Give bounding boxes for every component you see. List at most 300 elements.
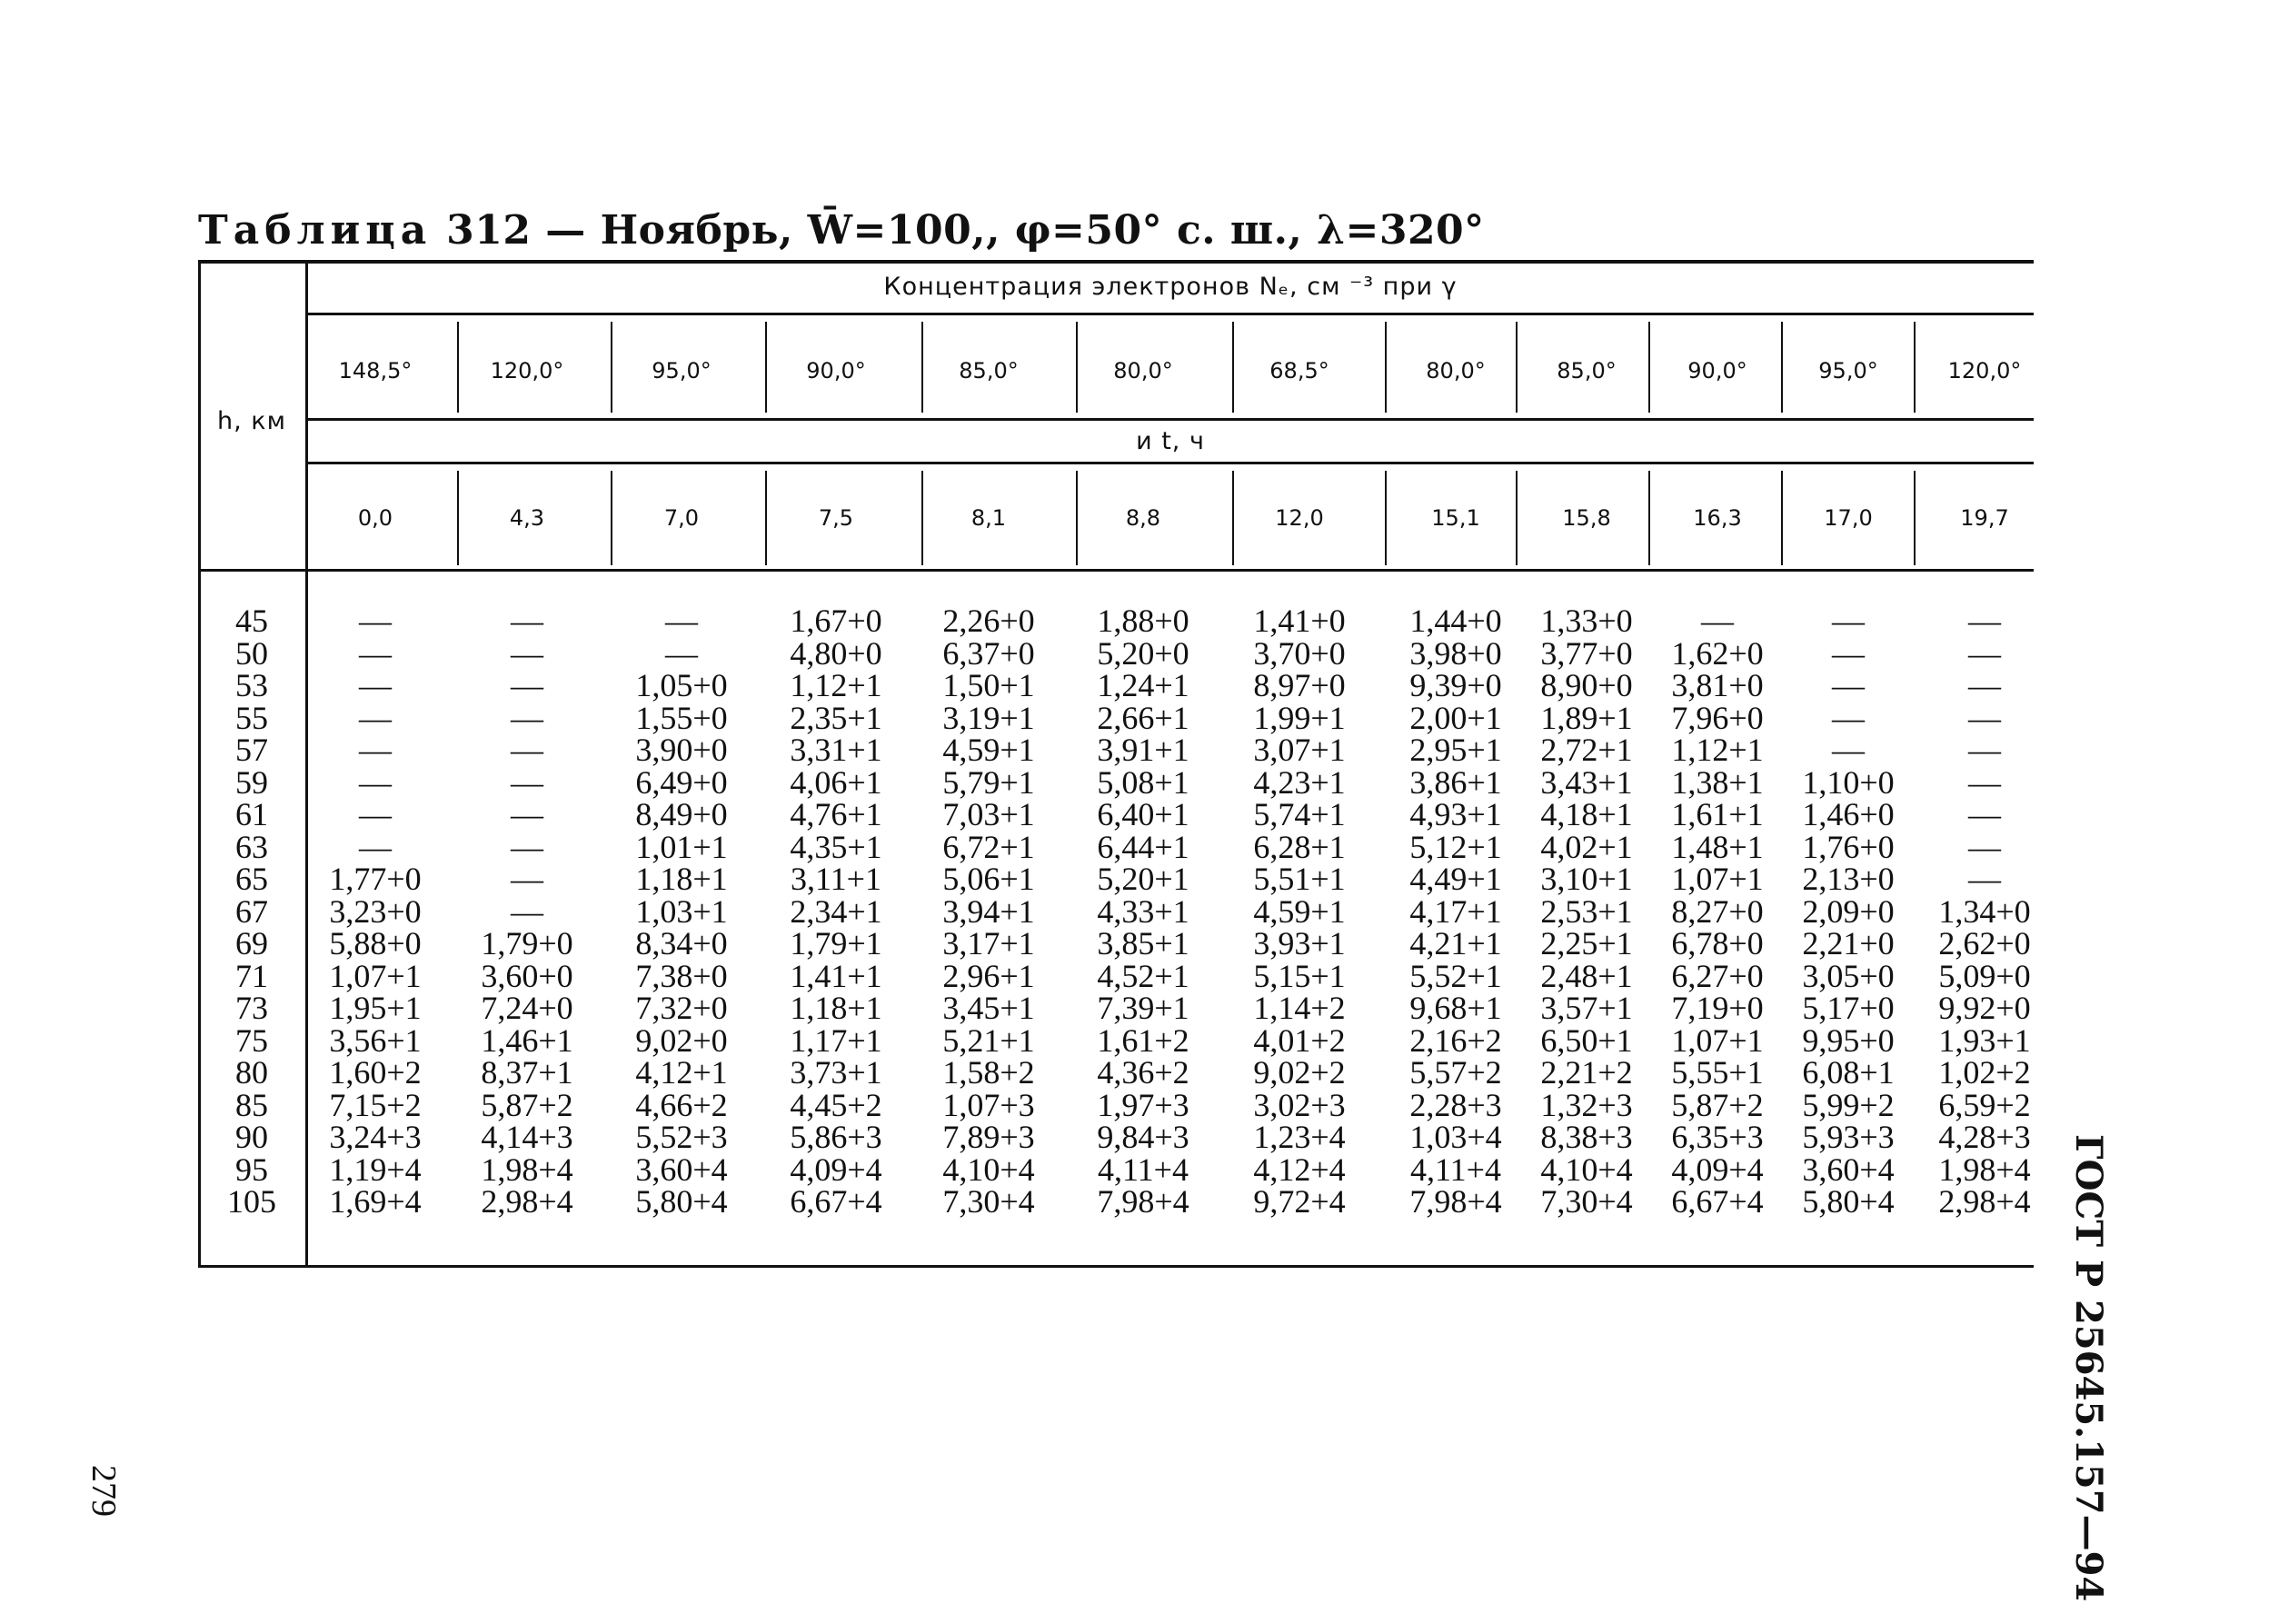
table-row — [198, 989, 2034, 1026]
concentration-cell: 5,08+1 — [1097, 763, 1189, 801]
concentration-cell: 1,05+0 — [635, 667, 728, 703]
concentration-cell: 1,19+4 — [329, 1151, 422, 1188]
concentration-cell: 3,73+1 — [790, 1054, 882, 1091]
concentration-cell: 1,01+1 — [635, 828, 728, 865]
altitude-cell: 105 — [227, 1183, 276, 1220]
concentration-cell: 1,46+0 — [1802, 796, 1895, 832]
concentration-cell: 5,80+4 — [1802, 1183, 1895, 1220]
concentration-cell: 1,07+1 — [1671, 861, 1764, 897]
table-row — [198, 666, 2034, 703]
concentration-cell: 2,66+1 — [1097, 699, 1189, 736]
concentration-cell: 5,52+3 — [635, 1119, 728, 1155]
time-header-cell: 4,3 — [509, 505, 545, 531]
concentration-cell: — — [1832, 667, 1865, 703]
concentration-cell: — — [1968, 828, 2001, 865]
altitude-cell: 73 — [235, 990, 268, 1026]
concentration-cell: 3,02+3 — [1253, 1086, 1346, 1123]
gamma-divider — [1232, 322, 1234, 413]
concentration-cell: 2,25+1 — [1540, 925, 1633, 961]
concentration-cell: 5,17+0 — [1802, 990, 1895, 1026]
concentration-cell: — — [359, 828, 392, 865]
concentration-cell: — — [511, 828, 543, 865]
concentration-cell: 7,38+0 — [635, 957, 728, 994]
concentration-cell: 5,55+1 — [1671, 1054, 1764, 1091]
gamma-header-cell: 85,0° — [1557, 358, 1617, 384]
altitude-cell: 71 — [235, 957, 268, 994]
gamma-header-cell: 120,0° — [1947, 358, 2022, 384]
concentration-cell: 4,02+1 — [1540, 828, 1633, 865]
concentration-cell: 3,94+1 — [942, 892, 1035, 930]
concentration-cell: 1,02+2 — [1938, 1054, 2031, 1091]
concentration-cell: 4,17+1 — [1409, 892, 1502, 930]
concentration-cell: 1,89+1 — [1540, 699, 1633, 736]
concentration-cell: 3,77+0 — [1540, 634, 1633, 672]
time-divider — [1914, 471, 1916, 565]
concentration-cell: 1,62+0 — [1671, 634, 1764, 672]
concentration-cell: — — [1968, 603, 2001, 639]
concentration-cell: — — [511, 763, 543, 801]
concentration-cell: 6,78+0 — [1671, 925, 1764, 961]
header-rule-3 — [307, 462, 2034, 464]
altitude-cell: 61 — [235, 796, 268, 832]
time-header-cell: 8,1 — [970, 505, 1007, 531]
concentration-cell: 1,99+1 — [1253, 699, 1346, 736]
concentration-cell: — — [511, 732, 543, 768]
data-table — [198, 260, 2034, 1268]
concentration-cell: — — [511, 796, 543, 832]
concentration-cell: 1,79+0 — [481, 925, 573, 961]
time-header-cell: 8,8 — [1125, 505, 1161, 531]
concentration-cell: — — [1832, 699, 1865, 736]
table-row — [198, 1182, 2034, 1220]
concentration-cell: 1,18+1 — [790, 990, 882, 1026]
concentration-cell: 5,06+1 — [942, 861, 1035, 897]
concentration-cell: 3,91+1 — [1097, 732, 1189, 768]
concentration-cell: — — [359, 634, 392, 672]
concentration-cell: — — [1968, 667, 2001, 703]
time-header-cell: 7,0 — [663, 505, 700, 531]
time-divider — [765, 471, 767, 565]
concentration-cell: 6,27+0 — [1671, 957, 1764, 994]
altitude-cell: 65 — [235, 861, 268, 897]
table-row — [198, 634, 2034, 672]
concentration-cell: 4,10+4 — [1540, 1151, 1633, 1188]
gamma-header-cell: 90,0° — [806, 358, 866, 384]
concentration-cell: 1,10+0 — [1802, 763, 1895, 801]
concentration-cell: 1,07+3 — [942, 1086, 1035, 1123]
concentration-cell: 4,76+1 — [790, 796, 882, 832]
concentration-cell: 2,48+1 — [1540, 957, 1633, 994]
table-row — [198, 699, 2034, 736]
concentration-cell: 1,32+3 — [1540, 1086, 1633, 1123]
concentration-cell: 1,48+1 — [1671, 828, 1764, 865]
concentration-cell: 2,95+1 — [1409, 732, 1502, 768]
concentration-cell: 1,76+0 — [1802, 828, 1895, 865]
concentration-cell: 6,08+1 — [1802, 1054, 1895, 1091]
altitude-cell: 50 — [235, 634, 268, 672]
concentration-cell: 3,23+0 — [329, 892, 422, 930]
concentration-cell: 8,97+0 — [1253, 667, 1346, 703]
concentration-cell: — — [1968, 732, 2001, 768]
concentration-cell: 3,43+1 — [1540, 763, 1633, 801]
table-row — [198, 828, 2034, 865]
concentration-cell: 2,53+1 — [1540, 892, 1633, 930]
time-header-cell: 7,5 — [818, 505, 854, 531]
concentration-cell: 5,20+1 — [1097, 861, 1189, 897]
concentration-cell: 6,67+4 — [1671, 1183, 1764, 1220]
altitude-cell: 59 — [235, 763, 268, 801]
concentration-cell: 5,57+2 — [1409, 1054, 1502, 1091]
concentration-cell: 8,38+3 — [1540, 1119, 1633, 1155]
time-header-cell: 0,0 — [357, 505, 393, 531]
h-column-header: h, км — [217, 407, 286, 435]
concentration-cell: 4,06+1 — [790, 763, 882, 801]
concentration-cell: 7,96+0 — [1671, 699, 1764, 736]
gamma-divider — [921, 322, 923, 413]
concentration-cell: 1,61+2 — [1097, 1021, 1189, 1059]
concentration-cell: — — [511, 667, 543, 703]
gamma-divider — [1516, 322, 1518, 413]
concentration-cell: 3,85+1 — [1097, 925, 1189, 961]
concentration-cell: 8,27+0 — [1671, 892, 1764, 930]
concentration-cell: — — [359, 763, 392, 801]
concentration-cell: 4,23+1 — [1253, 763, 1346, 801]
page-number: 279 — [85, 1465, 123, 1517]
concentration-cell: 5,80+4 — [635, 1183, 728, 1220]
gamma-header-cell: 120,0° — [490, 358, 564, 384]
table-title — [198, 207, 1485, 254]
concentration-cell: 3,17+1 — [942, 925, 1035, 961]
header-rule-1 — [307, 313, 2034, 315]
concentration-cell: 1,24+1 — [1097, 667, 1189, 703]
concentration-cell: 7,30+4 — [942, 1183, 1035, 1220]
concentration-cell: — — [1968, 796, 2001, 832]
time-header-cell: 16,3 — [1693, 505, 1742, 531]
gamma-header-cell: 85,0° — [959, 358, 1019, 384]
concentration-cell: — — [1701, 603, 1734, 639]
concentration-cell: — — [1832, 603, 1865, 639]
concentration-cell: — — [511, 634, 543, 672]
concentration-cell: — — [665, 603, 698, 639]
concentration-cell: 4,59+1 — [1253, 892, 1346, 930]
concentration-cell: 3,60+4 — [1802, 1151, 1895, 1188]
concentration-cell: 9,72+4 — [1253, 1183, 1346, 1220]
concentration-cell: 4,36+2 — [1097, 1054, 1189, 1091]
concentration-cell: 5,99+2 — [1802, 1086, 1895, 1123]
concentration-cell: 2,21+0 — [1802, 925, 1895, 961]
concentration-cell: 1,67+0 — [790, 603, 882, 639]
time-divider — [457, 471, 459, 565]
header-bottom-rule — [198, 569, 2034, 572]
concentration-cell: 8,90+0 — [1540, 667, 1633, 703]
altitude-cell: 95 — [235, 1151, 268, 1188]
time-header-cell: 17,0 — [1824, 505, 1873, 531]
gamma-header-cell: 80,0° — [1113, 358, 1173, 384]
concentration-cell: 1,88+0 — [1097, 603, 1189, 639]
concentration-cell: 2,98+4 — [1938, 1183, 2031, 1220]
concentration-cell: 1,38+1 — [1671, 763, 1764, 801]
gamma-header-cell: 95,0° — [652, 358, 712, 384]
concentration-cell: 1,07+1 — [1671, 1021, 1764, 1059]
concentration-cell: 6,72+1 — [942, 828, 1035, 865]
concentration-cell: 3,57+1 — [1540, 990, 1633, 1026]
concentration-cell: 4,80+0 — [790, 634, 882, 672]
concentration-cell: 3,60+0 — [481, 957, 573, 994]
altitude-cell: 67 — [235, 892, 268, 930]
concentration-cell: 3,93+1 — [1253, 925, 1346, 961]
gamma-divider — [457, 322, 459, 413]
concentration-cell: 4,09+4 — [1671, 1151, 1764, 1188]
time-divider — [1232, 471, 1234, 565]
concentration-cell: 9,39+0 — [1409, 667, 1502, 703]
concentration-cell: 2,16+2 — [1409, 1021, 1502, 1059]
gamma-divider — [1385, 322, 1387, 413]
table-row — [198, 731, 2034, 768]
concentration-cell: 1,95+1 — [329, 990, 422, 1026]
concentration-cell: 1,55+0 — [635, 699, 728, 736]
concentration-cell: 4,35+1 — [790, 828, 882, 865]
time-divider — [1648, 471, 1650, 565]
concentration-cell: 9,84+3 — [1097, 1119, 1189, 1155]
concentration-cell: 2,72+1 — [1540, 732, 1633, 768]
concentration-cell: 1,18+1 — [635, 861, 728, 897]
concentration-cell: 4,49+1 — [1409, 861, 1502, 897]
concentration-cell: 6,35+3 — [1671, 1119, 1764, 1155]
concentration-cell: 6,67+4 — [790, 1183, 882, 1220]
concentration-cell: 1,44+0 — [1409, 603, 1502, 639]
concentration-cell: 1,50+1 — [942, 667, 1035, 703]
concentration-cell: 2,28+3 — [1409, 1086, 1502, 1123]
concentration-cell: 2,34+1 — [790, 892, 882, 930]
concentration-cell: 4,14+3 — [481, 1119, 573, 1155]
concentration-cell: 1,77+0 — [329, 861, 422, 897]
concentration-cell: 7,24+0 — [481, 990, 573, 1026]
concentration-cell: 1,12+1 — [790, 667, 882, 703]
concentration-cell: 6,28+1 — [1253, 828, 1346, 865]
concentration-cell: 9,68+1 — [1409, 990, 1502, 1026]
concentration-cell: 9,95+0 — [1802, 1021, 1895, 1059]
altitude-cell: 57 — [235, 732, 268, 768]
table-row — [198, 1021, 2034, 1059]
concentration-cell: 2,35+1 — [790, 699, 882, 736]
concentration-cell: 3,19+1 — [942, 699, 1035, 736]
concentration-cell: 7,39+1 — [1097, 990, 1189, 1026]
altitude-cell: 75 — [235, 1021, 268, 1059]
table-row — [198, 892, 2034, 930]
table-row — [198, 1086, 2034, 1123]
time-divider — [921, 471, 923, 565]
concentration-cell: 1,03+4 — [1409, 1119, 1502, 1155]
gamma-divider — [765, 322, 767, 413]
concentration-cell: 5,93+3 — [1802, 1119, 1895, 1155]
gamma-divider — [1914, 322, 1916, 413]
gamma-divider — [1781, 322, 1783, 413]
concentration-cell: 5,74+1 — [1253, 796, 1346, 832]
concentration-cell: 2,96+1 — [942, 957, 1035, 994]
concentration-cell: 4,11+4 — [1410, 1151, 1501, 1188]
altitude-cell: 63 — [235, 828, 268, 865]
time-header-cell: 15,1 — [1431, 505, 1480, 531]
concentration-cell: 5,88+0 — [329, 925, 422, 961]
concentration-cell: 3,11+1 — [791, 861, 881, 897]
concentration-cell: 3,81+0 — [1671, 667, 1764, 703]
table-title-rest: 312 — Ноябрь, W̄=100,, φ=50° с. ш., λ=320° — [446, 207, 1485, 254]
concentration-cell: 3,56+1 — [329, 1021, 422, 1059]
concentration-cell: — — [359, 699, 392, 736]
concentration-cell: 8,37+1 — [481, 1054, 573, 1091]
standard-code: ГОСТ Р 25645.157—94 — [2067, 1134, 2110, 1602]
time-header-cell: 15,8 — [1562, 505, 1611, 531]
gamma-header-cell: 95,0° — [1818, 358, 1878, 384]
concentration-cell: — — [1968, 763, 2001, 801]
concentration-cell: 7,98+4 — [1097, 1183, 1189, 1220]
table-row — [198, 763, 2034, 801]
concentration-cell: — — [359, 603, 392, 639]
concentration-cell: 4,12+4 — [1253, 1151, 1346, 1188]
concentration-cell: 1,58+2 — [942, 1054, 1035, 1091]
concentration-cell: 1,14+2 — [1253, 990, 1346, 1026]
concentration-cell: — — [1968, 699, 2001, 736]
concentration-cell: 1,33+0 — [1540, 603, 1633, 639]
concentration-cell: — — [1832, 634, 1865, 672]
altitude-cell: 69 — [235, 925, 268, 961]
concentration-cell: 3,10+1 — [1540, 861, 1633, 897]
concentration-cell: — — [359, 796, 392, 832]
concentration-cell: 3,60+4 — [635, 1151, 728, 1188]
concentration-cell: 4,45+2 — [790, 1086, 882, 1123]
concentration-cell: 6,59+2 — [1938, 1086, 2031, 1123]
concentration-cell: 7,89+3 — [942, 1119, 1035, 1155]
table-row — [198, 957, 2034, 994]
concentration-cell: — — [1968, 861, 2001, 897]
concentration-cell: 2,00+1 — [1409, 699, 1502, 736]
table-title-label: Таблица — [198, 207, 433, 254]
concentration-cell: 2,21+2 — [1540, 1054, 1633, 1091]
concentration-cell: 4,28+3 — [1938, 1119, 2031, 1155]
concentration-cell: 3,90+0 — [635, 732, 728, 768]
concentration-cell: 4,93+1 — [1409, 796, 1502, 832]
concentration-cell: 6,50+1 — [1540, 1021, 1633, 1059]
time-header-cell: 12,0 — [1275, 505, 1324, 531]
altitude-cell: 90 — [235, 1119, 268, 1155]
concentration-cell: 3,05+0 — [1802, 957, 1895, 994]
concentration-cell: 1,60+2 — [329, 1054, 422, 1091]
concentration-cell: 2,98+4 — [481, 1183, 573, 1220]
concentration-cell: — — [359, 732, 392, 768]
concentration-cell: 5,21+1 — [942, 1021, 1035, 1059]
time-header-cell: 19,7 — [1960, 505, 2009, 531]
concentration-cell: 4,01+2 — [1253, 1021, 1346, 1059]
concentration-cell: 7,15+2 — [329, 1086, 422, 1123]
concentration-cell: 7,98+4 — [1409, 1183, 1502, 1220]
gamma-divider — [1076, 322, 1078, 413]
concentration-cell: 8,34+0 — [635, 925, 728, 961]
concentration-header: Концентрация электронов Nₑ, см ⁻³ при γ — [883, 273, 1458, 301]
gamma-header-cell: 148,5° — [338, 358, 413, 384]
concentration-cell: 4,12+1 — [635, 1054, 728, 1091]
concentration-cell: 4,66+2 — [635, 1086, 728, 1123]
table-row — [198, 860, 2034, 897]
gamma-header-cell: 80,0° — [1426, 358, 1486, 384]
concentration-cell: 1,23+4 — [1253, 1119, 1346, 1155]
concentration-cell: 1,61+1 — [1671, 796, 1764, 832]
concentration-cell: 7,32+0 — [635, 990, 728, 1026]
concentration-cell: 4,18+1 — [1540, 796, 1633, 832]
concentration-cell: 6,37+0 — [942, 634, 1035, 672]
concentration-cell: 6,49+0 — [635, 763, 728, 801]
concentration-cell: — — [511, 892, 543, 930]
concentration-cell: — — [511, 603, 543, 639]
concentration-cell: 5,09+0 — [1938, 957, 2031, 994]
concentration-cell: 9,92+0 — [1938, 990, 2031, 1026]
time-divider — [1076, 471, 1078, 565]
concentration-cell: 1,46+1 — [481, 1021, 573, 1059]
concentration-cell: 4,09+4 — [790, 1151, 882, 1188]
time-divider — [611, 471, 612, 565]
concentration-cell: 2,13+0 — [1802, 861, 1895, 897]
gamma-divider — [611, 322, 612, 413]
concentration-cell: 9,02+0 — [635, 1021, 728, 1059]
concentration-cell: 5,87+2 — [481, 1086, 573, 1123]
altitude-cell: 53 — [235, 667, 268, 703]
concentration-cell: 7,19+0 — [1671, 990, 1764, 1026]
concentration-cell: 1,41+0 — [1253, 603, 1346, 639]
altitude-cell: 45 — [235, 603, 268, 639]
concentration-cell: 1,79+1 — [790, 925, 882, 961]
concentration-cell: 3,07+1 — [1253, 732, 1346, 768]
concentration-cell: 3,45+1 — [942, 990, 1035, 1026]
concentration-cell: — — [511, 861, 543, 897]
concentration-cell: 5,20+0 — [1097, 634, 1189, 672]
table-row — [198, 1151, 2034, 1188]
concentration-cell: 3,24+3 — [329, 1119, 422, 1155]
concentration-cell: 1,98+4 — [1938, 1151, 2031, 1188]
table-row — [198, 1118, 2034, 1155]
concentration-cell: 1,98+4 — [481, 1151, 573, 1188]
concentration-cell: 2,26+0 — [942, 603, 1035, 639]
concentration-cell: 3,31+1 — [790, 732, 882, 768]
concentration-cell: 3,98+0 — [1409, 634, 1502, 672]
table-row — [198, 1053, 2034, 1091]
concentration-cell: 3,70+0 — [1253, 634, 1346, 672]
concentration-cell: 5,51+1 — [1253, 861, 1346, 897]
concentration-cell: 5,12+1 — [1409, 828, 1502, 865]
concentration-cell: 5,86+3 — [790, 1119, 882, 1155]
header-rule-2 — [307, 418, 2034, 421]
concentration-cell: 5,15+1 — [1253, 957, 1346, 994]
concentration-cell: 4,11+4 — [1098, 1151, 1189, 1188]
time-divider — [1781, 471, 1783, 565]
concentration-cell: 6,40+1 — [1097, 796, 1189, 832]
concentration-cell: 2,62+0 — [1938, 925, 2031, 961]
concentration-cell: 4,59+1 — [942, 732, 1035, 768]
time-divider — [1385, 471, 1387, 565]
concentration-cell: 9,02+2 — [1253, 1054, 1346, 1091]
concentration-cell: 1,03+1 — [635, 892, 728, 930]
time-divider — [1516, 471, 1518, 565]
table-row — [198, 602, 2034, 639]
concentration-cell: 1,69+4 — [329, 1183, 422, 1220]
table-row — [198, 795, 2034, 832]
concentration-cell: 1,41+1 — [790, 957, 882, 994]
concentration-cell: 1,34+0 — [1938, 892, 2031, 930]
time-header: и t, ч — [1136, 427, 1205, 455]
concentration-cell: 5,52+1 — [1409, 957, 1502, 994]
concentration-cell: 4,33+1 — [1097, 892, 1189, 930]
concentration-cell: — — [359, 667, 392, 703]
concentration-cell: — — [1832, 732, 1865, 768]
concentration-cell: 1,93+1 — [1938, 1021, 2031, 1059]
